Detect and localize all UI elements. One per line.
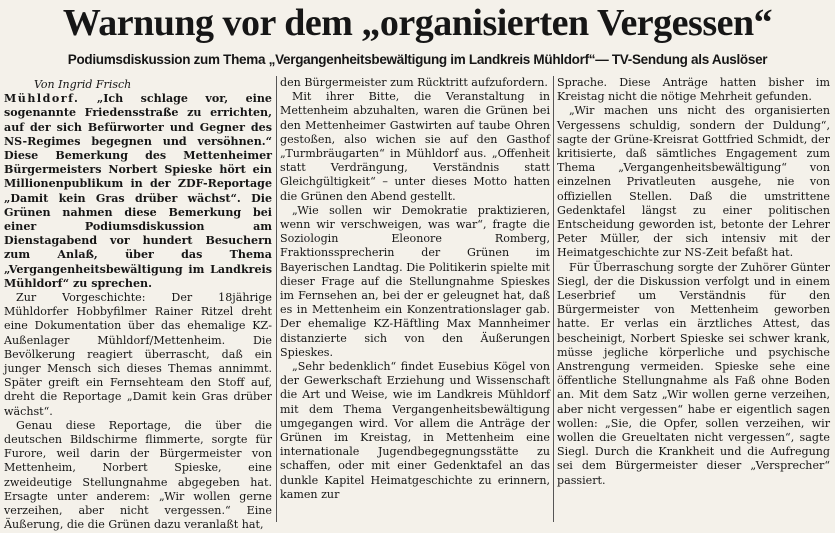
paragraph: Genau diese Reportage, die über die deutschen Bildschirme flimmerte, sorgte für Furore, weil darin der Bürgermeister von Mettenheim, Norbert Spieske, eine zweideutige Stellungnahme abgegeben hat. Ersagte unter anderem: „Wir wollen gerne verzeihen, aber nicht vergessen.“ Eine Äußerung, die die Grünen dazu veranlaßt hat,: [4, 418, 272, 532]
paragraph: Für Überraschung sorgte der Zuhörer Günter Siegl, der die Diskussion verfolgt und in einem Leserbrief um Verständnis für den Bürgermeister von Mettenheim geworben hatte. Er verlas ein ärztliches Attest, das bescheinigt, Norbert Spieske sei schwer krank, müsse jegliche körperliche und psychische Anstrengung vermeiden. Spieske sehe eine öffentliche Stellungnahme als Faß ohne Boden an. Mit dem Satz „Wir wollen gerne verzeihen, aber nicht vergessen“ habe er eigentlich sagen wollen: „Sie, die Opfer, sollen verzeihen, wir wollen die Greueltaten nicht vergessen“, sagte Siegl. Durch die Krankheit und die Aufregung sei dem Bürgermeister dieser „Versprecher“ passiert.: [557, 260, 830, 487]
lead-text: „Ich schlage vor, eine sogenannte Friedensstraße zu errichten, auf der sich Befürworter und Gegner des NS-Regimes begegnen und versöhnen.“ Diese Bemerkung des Mettenheimer Bürgermeisters Norbert Spieske hört ein Millionenpublikum in der ZDF-Reportage „Damit kein Gras drüber wächst“. Die Grünen nahmen diese Bemerkung bei einer Podiumsdiskussion am Dienstagabend vor hundert Besuchern zum Anlaß, über das Thema „Vergangenheitsbewältigung im Landkreis Mühldorf“ zu sprechen.: [4, 92, 272, 290]
lead-paragraph: [4, 92, 272, 291]
paragraph: „Wir machen uns nicht des organisierten Vergessens schuldig, sondern der Duldung“, sagte der Grüne-Kreisrat Gottfried Schmidt, der kritisierte, daß sämtliches Engagement zum Thema „Vergangenheitsbewältigung“ von einzelnen Privatleuten ausgehe, nie von offiziellen Stellen. Daß die umstrittene Gedenktafel längst zu einer politischen Entscheidung geworden ist, betonte der Lehrer Peter Müller, der sich intensiv mit der Heimatgeschichte zur NS-Zeit befaßt hat.: [557, 104, 830, 260]
article-column-1: [4, 78, 272, 532]
paragraph: den Bürgermeister zum Rücktritt aufzufordern.: [280, 76, 548, 89]
paragraph: Mit ihrer Bitte, die Veranstaltung in Mettenheim abzuhalten, waren die Grünen bei den Mettenheimer Gastwirten auf taube Ohren gestoßen, also wichen sie auf den Gasthof „Turmbräugarten“ in Mühldorf aus. „Offenheit statt Verdrängung, Verständnis statt Gleichgültigkeit“ – unter dieses Motto hatten die Grünen den Abend gestellt.: [280, 90, 550, 203]
subheadline: Podiumsdiskussion zum Thema „Vergangenheitsbewältigung im Landkreis Mühldorf“— TV-Sendung als Auslöser: [67, 52, 768, 67]
column-rule: [276, 76, 277, 522]
paragraph: Zur Vorgeschichte: Der 18jährige Mühldorfer Hobbyfilmer Rainer Ritzel dreht eine Dokumentation über das ehemalige KZ-Außenlager Mühldorf/Mettenheim. Die Bevölkerung reagiert überrascht, daß ein junger Mensch sich dieses Themas annimmt. Später greift ein Fernsehteam den Stoff auf, dreht die Reportage „Damit kein Gras drüber wächst“.: [4, 291, 272, 418]
article-column-2: [280, 76, 550, 522]
column-rule: [553, 76, 554, 522]
paragraph: „Wie sollen wir Demokratie praktizieren, wenn wir verschweigen, was war“, fragte die Soziologin Eleonore Romberg, Fraktionssprecherin der Grünen im Bayerischen Landtag. Die Politikerin spielte mit dieser Frage auf die Stellungnahme Spieskes im Fernsehen an, bei der er geleugnet hat, daß es in Mettenheim ein Konzentrationslager gab. Der ehemalige KZ-Häftling Max Mannheimer distanzierte sich von den Äußerungen Spieskes.: [280, 203, 550, 359]
paragraph: Sprache. Diese Anträge hatten bisher im Kreistag nicht die nötige Mehrheit gefunden.: [557, 76, 830, 104]
headline: Warnung vor dem „organisierten Vergessen“: [62, 2, 773, 44]
paragraph: „Sehr bedenklich“ findet Eusebius Kögel von der Gewerkschaft Erziehung und Wissenschaft die Art und Weise, wie im Landkreis Mühldorf mit dem Thema Vergangenheitsbewältigung umgegangen wird. Vor allem die Anträge der Grünen im Kreistag, in Mettenheim eine internationale Jugendbegegnungsstätte zu schaffen, oder mit einer Gedenktafel an das dunkle Kapitel Heimatgeschichte zu erinnern, kamen zur: [280, 360, 550, 501]
dateline: Mühldorf.: [4, 92, 80, 106]
article-column-3: [557, 76, 830, 522]
byline: Von Ingrid Frisch: [34, 78, 132, 91]
